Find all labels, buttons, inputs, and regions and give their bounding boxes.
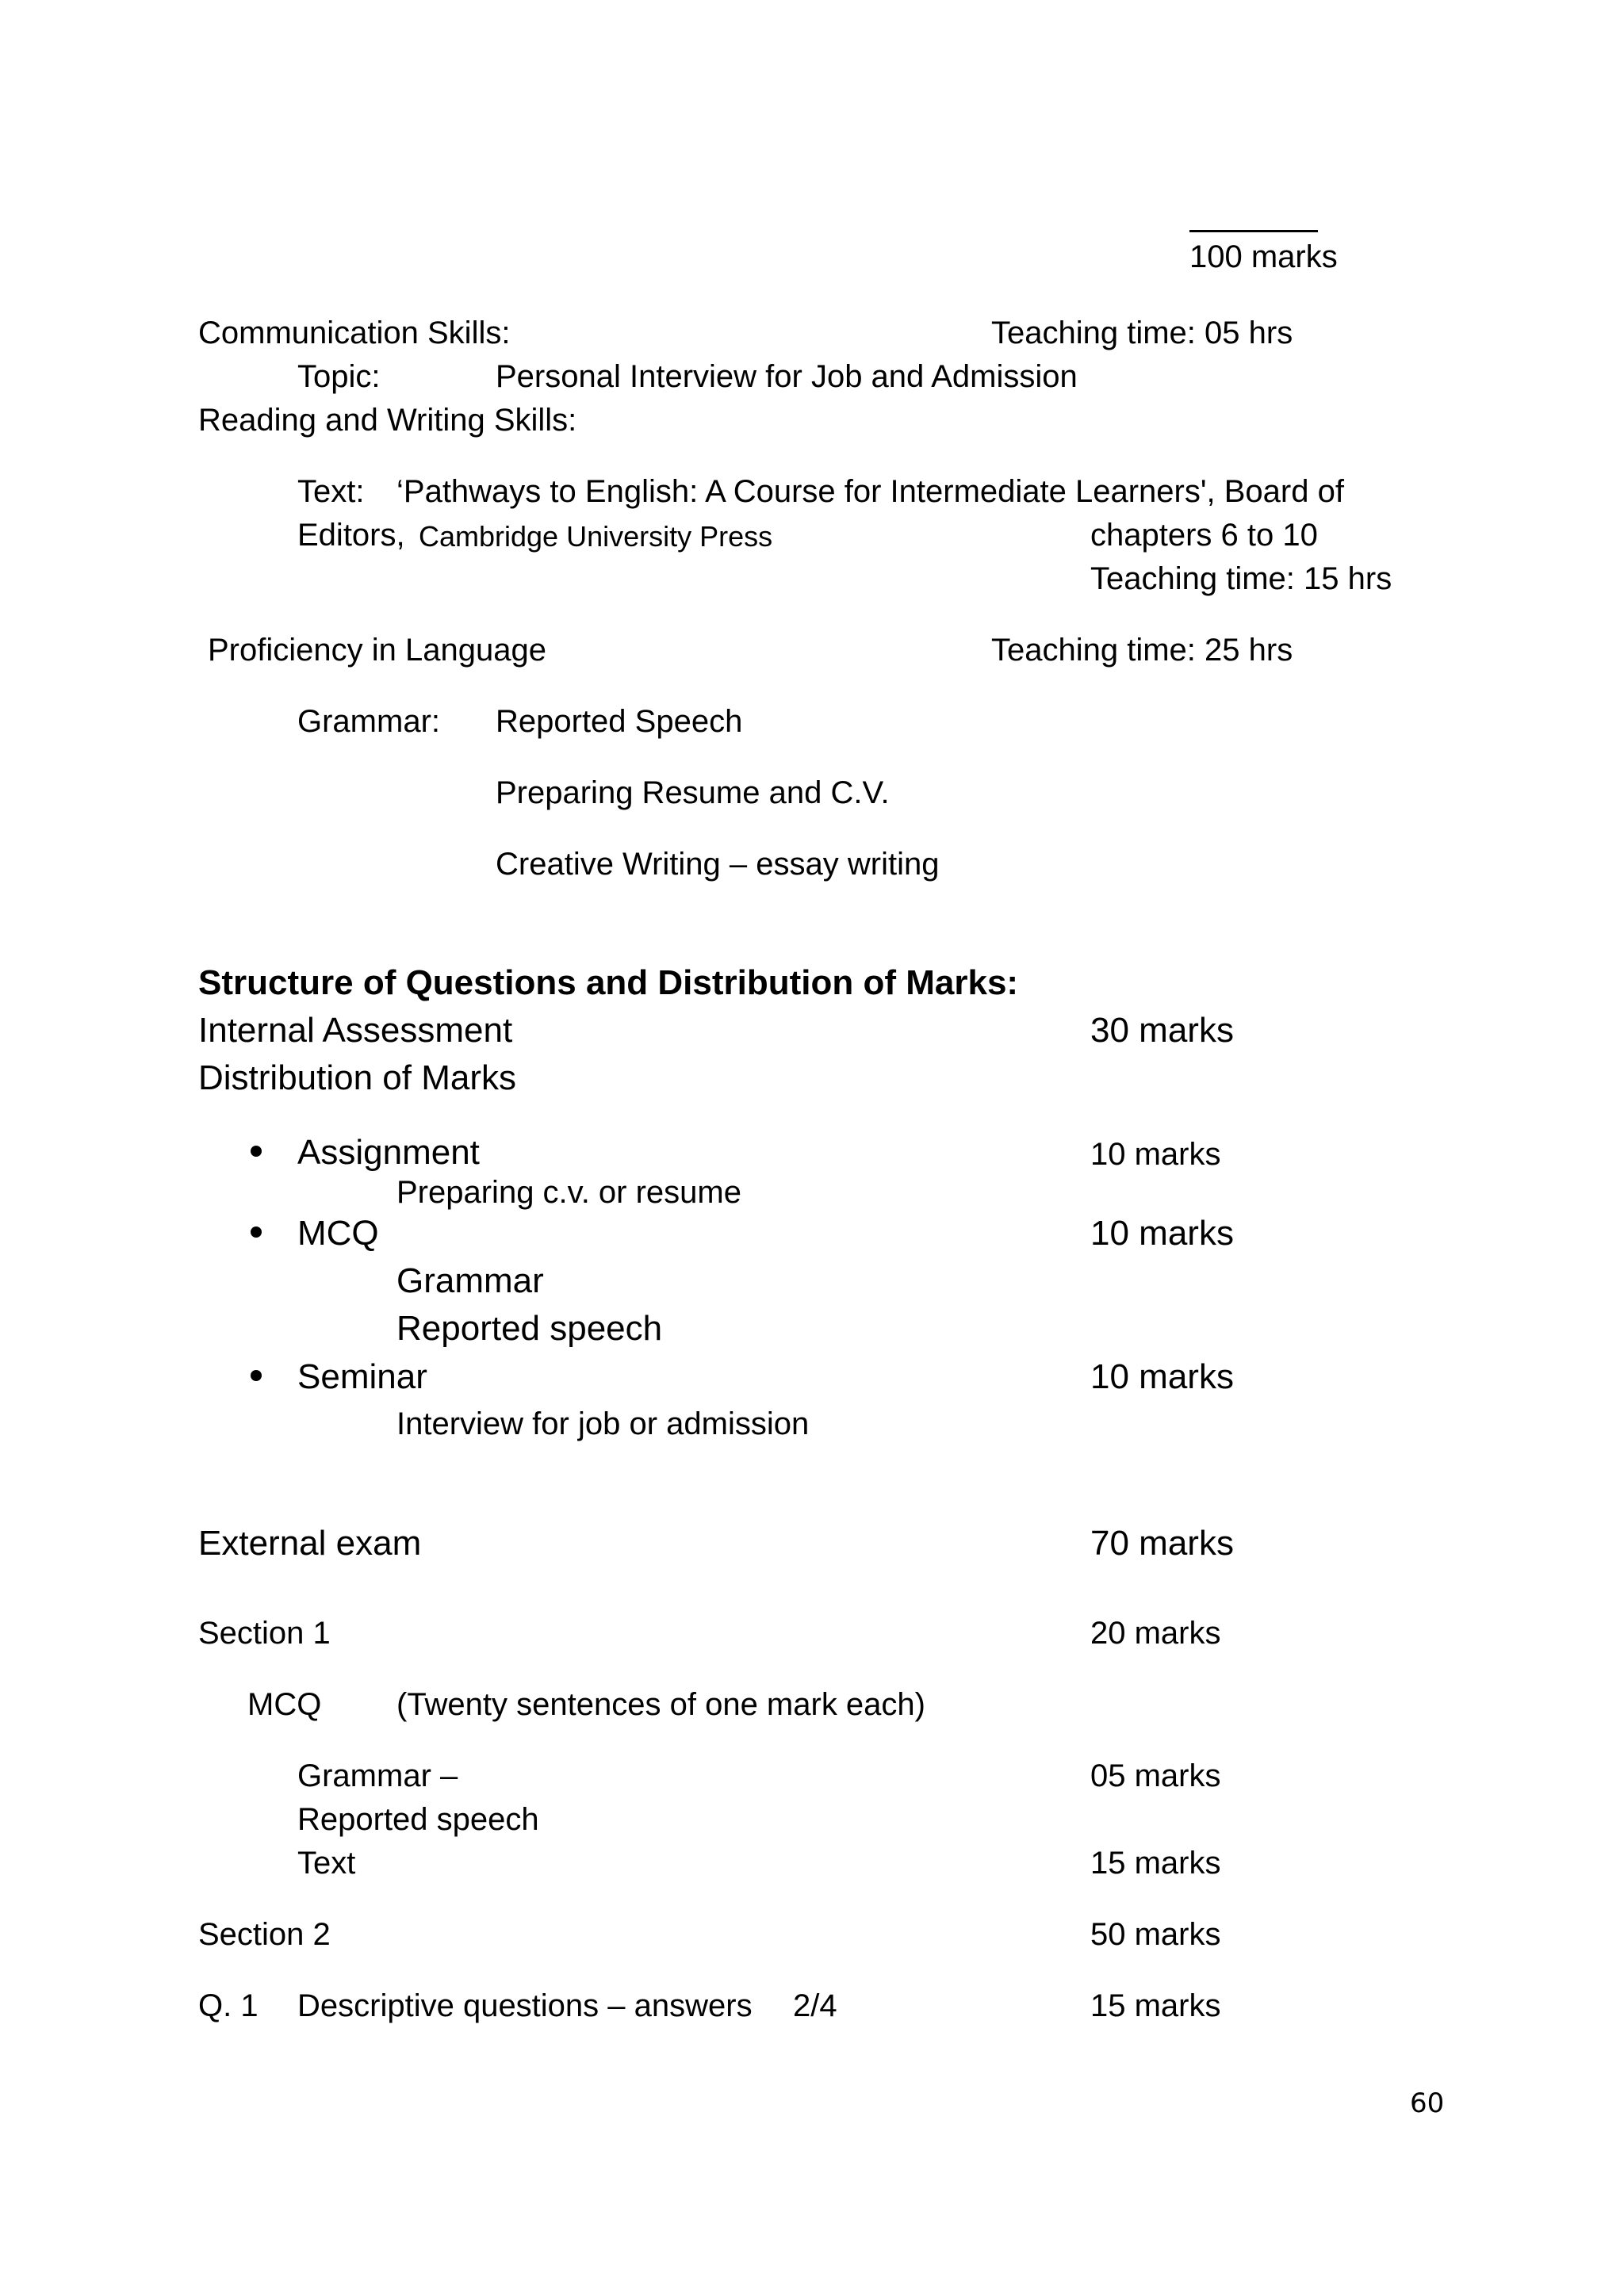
grammar-label: Grammar: — [297, 704, 440, 739]
proficiency-heading: Proficiency in Language — [208, 633, 546, 668]
reading-writing-time: Teaching time: 15 hrs — [1090, 561, 1392, 596]
grammar-item: Reported Speech — [496, 704, 743, 739]
section1-marks: 20 marks — [1090, 1616, 1221, 1651]
grammar-item: Creative Writing – essay writing — [496, 847, 940, 882]
section1-text: Text — [297, 1846, 356, 1881]
bullet-label: Seminar — [297, 1357, 427, 1396]
structure-heading: Structure of Questions and Distribution of Marks: — [198, 963, 1019, 1002]
text-title: ‘Pathways to English: A Course for Intermediate Learners', Board of — [396, 474, 1344, 509]
external-exam-marks: 70 marks — [1090, 1524, 1234, 1563]
bullet-sub: Preparing c.v. or resume — [396, 1175, 741, 1210]
internal-assessment-marks: 30 marks — [1090, 1011, 1234, 1050]
text-editors: Editors, — [297, 518, 405, 553]
bullet-sub: Reported speech — [396, 1309, 663, 1348]
section1-mcq-desc: (Twenty sentences of one mark each) — [396, 1687, 925, 1722]
bullet-dot — [251, 1146, 262, 1157]
section1-mcq-label: MCQ — [247, 1687, 322, 1722]
page-number: 60 — [1410, 2087, 1445, 2119]
proficiency-time: Teaching time: 25 hrs — [991, 633, 1293, 668]
section1-label: Section 1 — [198, 1616, 331, 1651]
q1-desc: Descriptive questions – answers — [297, 1988, 753, 2023]
total-marks: 100 marks — [1189, 239, 1338, 274]
q1-label: Q. 1 — [198, 1988, 259, 2023]
bullet-marks: 10 marks — [1090, 1357, 1234, 1396]
section2-label: Section 2 — [198, 1917, 331, 1952]
communication-heading: Communication Skills: — [198, 316, 511, 350]
text-publisher: Cambridge University Press — [419, 520, 773, 553]
section1-grammar: Grammar – — [297, 1758, 458, 1793]
bullet-dot — [251, 1226, 262, 1238]
bullet-dot — [251, 1370, 262, 1381]
section1-grammar-marks: 05 marks — [1090, 1758, 1221, 1793]
q1-marks: 15 marks — [1090, 1988, 1221, 2023]
bullet-label: Assignment — [297, 1133, 480, 1172]
text-label: Text: — [297, 474, 365, 509]
section1-reported: Reported speech — [297, 1802, 539, 1837]
topic-label: Topic: — [297, 359, 381, 394]
bullet-marks: 10 marks — [1090, 1137, 1221, 1172]
text-chapters: chapters 6 to 10 — [1090, 518, 1318, 553]
communication-time: Teaching time: 05 hrs — [991, 316, 1293, 350]
total-underline — [1189, 230, 1318, 232]
grammar-item: Preparing Resume and C.V. — [496, 775, 890, 810]
section2-marks: 50 marks — [1090, 1917, 1221, 1952]
bullet-sub: Grammar — [396, 1261, 544, 1300]
section1-text-marks: 15 marks — [1090, 1846, 1221, 1881]
distribution-label: Distribution of Marks — [198, 1058, 517, 1097]
bullet-marks: 10 marks — [1090, 1214, 1234, 1253]
reading-writing-heading: Reading and Writing Skills: — [198, 403, 577, 438]
bullet-label: MCQ — [297, 1214, 379, 1253]
external-exam-label: External exam — [198, 1524, 422, 1563]
internal-assessment-label: Internal Assessment — [198, 1011, 513, 1050]
q1-ratio: 2/4 — [793, 1988, 837, 2023]
topic-value: Personal Interview for Job and Admission — [496, 359, 1078, 394]
bullet-sub: Interview for job or admission — [396, 1406, 810, 1441]
